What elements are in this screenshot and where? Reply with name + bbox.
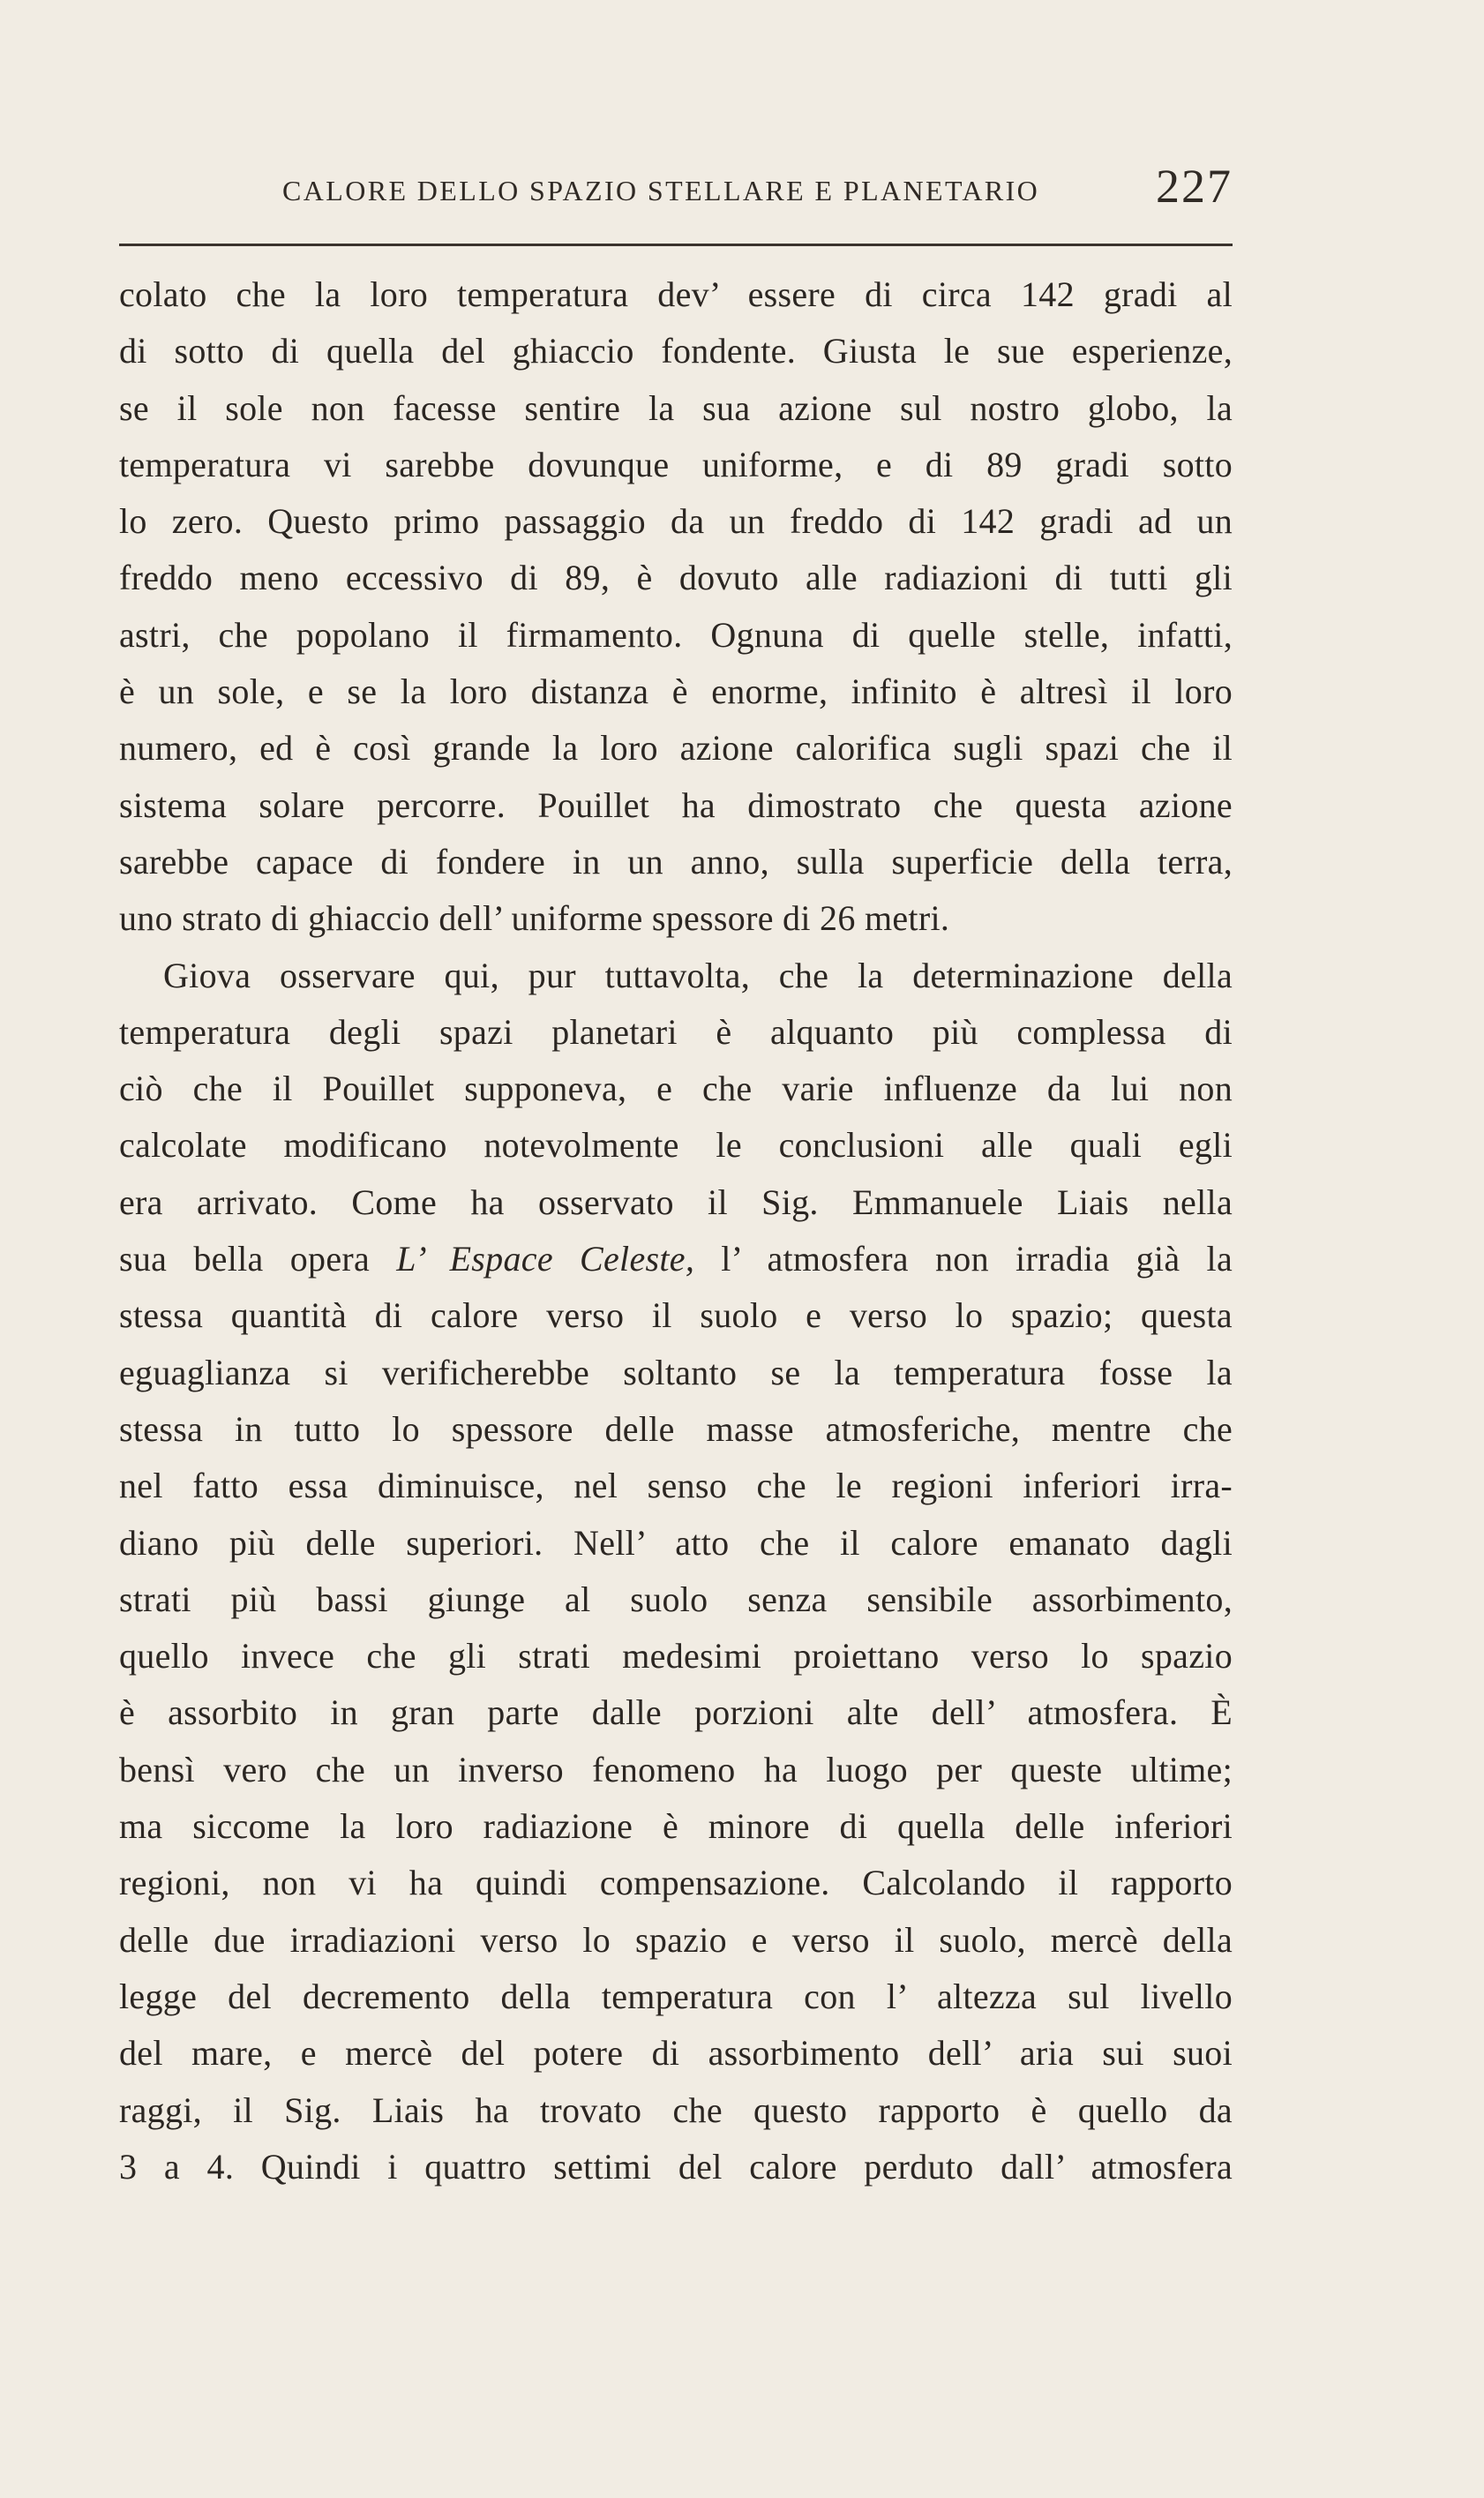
text-line: uno strato di ghiaccio dell’ uniforme spessore di 26 metri. bbox=[119, 898, 950, 939]
text-line: calcolate modificano notevolmente le conclusioni alle quali egli bbox=[119, 1125, 1233, 1166]
text-line: è assorbito in gran parte dalle porzioni alte dell’ atmosfera. È bbox=[119, 1692, 1233, 1733]
text-line: ciò che il Pouillet supponeva, e che varie influenze da lui non bbox=[119, 1069, 1233, 1109]
text-line: bensì vero che un inverso fenomeno ha luogo per queste ultime; bbox=[119, 1749, 1233, 1789]
header-rule bbox=[119, 244, 1233, 246]
text-line: sarebbe capace di fondere in un anno, sulla superficie della terra, bbox=[119, 841, 1233, 881]
text-line: legge del decremento della temperatura con l’ altezza sul livello bbox=[119, 1976, 1233, 2016]
text-line: delle due irradiazioni verso lo spazio e verso il suolo, mercè della bbox=[119, 1919, 1233, 1960]
text-line: temperatura vi sarebbe dovunque uniforme, e di 89 gradi sotto bbox=[119, 444, 1233, 484]
text-line: era arrivato. Come ha osservato il Sig. Emmanuele Liais nella bbox=[119, 1181, 1233, 1222]
text-line-with-title bbox=[119, 1231, 1233, 1287]
text-line: ma siccome la loro radiazione è minore di quella delle inferiori bbox=[119, 1806, 1233, 1847]
text-line: diano più delle superiori. Nell’ atto che il calore emanato dagli bbox=[119, 1522, 1233, 1563]
text-line: sistema solare percorre. Pouillet ha dimostrato che questa azione bbox=[119, 784, 1233, 825]
text-line: eguaglianza si verificherebbe soltanto se la temperatura fosse la bbox=[119, 1352, 1233, 1392]
text-line: regioni, non vi ha quindi compensazione. Calcolando il rapporto bbox=[119, 1863, 1233, 1903]
book-title: L’ Espace Celeste, bbox=[396, 1239, 695, 1279]
text-line: freddo meno eccessivo di 89, è dovuto alle radiazioni di tutti gli bbox=[119, 558, 1233, 598]
text-line: astri, che popolano il firmamento. Ognuna di quelle stelle, infatti, bbox=[119, 614, 1233, 655]
text-line: raggi, il Sig. Liais ha trovato che questo rapporto è quello da bbox=[119, 2089, 1233, 2130]
text-line: stessa quantità di calore verso il suolo e verso lo spazio; questa bbox=[119, 1295, 1233, 1336]
body-text bbox=[119, 266, 1233, 2195]
running-head bbox=[119, 159, 1233, 221]
text-line: è un sole, e se la loro distanza è enorme, infinito è altresì il loro bbox=[119, 671, 1233, 712]
running-title: CALORE DELLO SPAZIO STELLARE E PLANETARIO bbox=[282, 175, 1040, 206]
text-line: temperatura degli spazi planetari è alquanto più complessa di bbox=[119, 1011, 1233, 1052]
line-text-before-title: sua bella opera bbox=[119, 1239, 397, 1279]
text-line: del mare, e mercè del potere di assorbimento dell’ aria sui suoi bbox=[119, 2033, 1233, 2074]
text-line: 3 a 4. Quindi i quattro settimi del calore perduto dall’ atmosfera bbox=[119, 2146, 1233, 2187]
page-number: 227 bbox=[1156, 160, 1233, 213]
text-line: stessa in tutto lo spessore delle masse atmosferiche, mentre che bbox=[119, 1408, 1233, 1449]
paragraph-2 bbox=[119, 948, 1233, 2196]
text-line: se il sole non facesse sentire la sua azione sul nostro globo, la bbox=[119, 387, 1233, 428]
text-line: Giova osservare qui, pur tuttavolta, che la determinazione della bbox=[163, 955, 1233, 995]
text-line: strati più bassi giunge al suolo senza sensibile assorbimento, bbox=[119, 1579, 1233, 1619]
paragraph-1 bbox=[119, 266, 1233, 948]
text-line: di sotto di quella del ghiaccio fondente. Giusta le sue esperienze, bbox=[119, 331, 1233, 371]
text-line: quello invece che gli strati medesimi proiettano verso lo spazio bbox=[119, 1636, 1233, 1677]
text-line: lo zero. Questo primo passaggio da un freddo di 142 gradi ad un bbox=[119, 501, 1233, 542]
line-text-after-title: l’ atmosfera non irradia già la bbox=[694, 1239, 1233, 1279]
text-line: nel fatto essa diminuisce, nel senso che le regioni inferiori irra- bbox=[119, 1466, 1233, 1506]
text-line: colato che la loro temperatura dev’ essere di circa 142 gradi al bbox=[119, 274, 1233, 314]
text-line: numero, ed è così grande la loro azione calorifica sugli spazi che il bbox=[119, 728, 1233, 769]
